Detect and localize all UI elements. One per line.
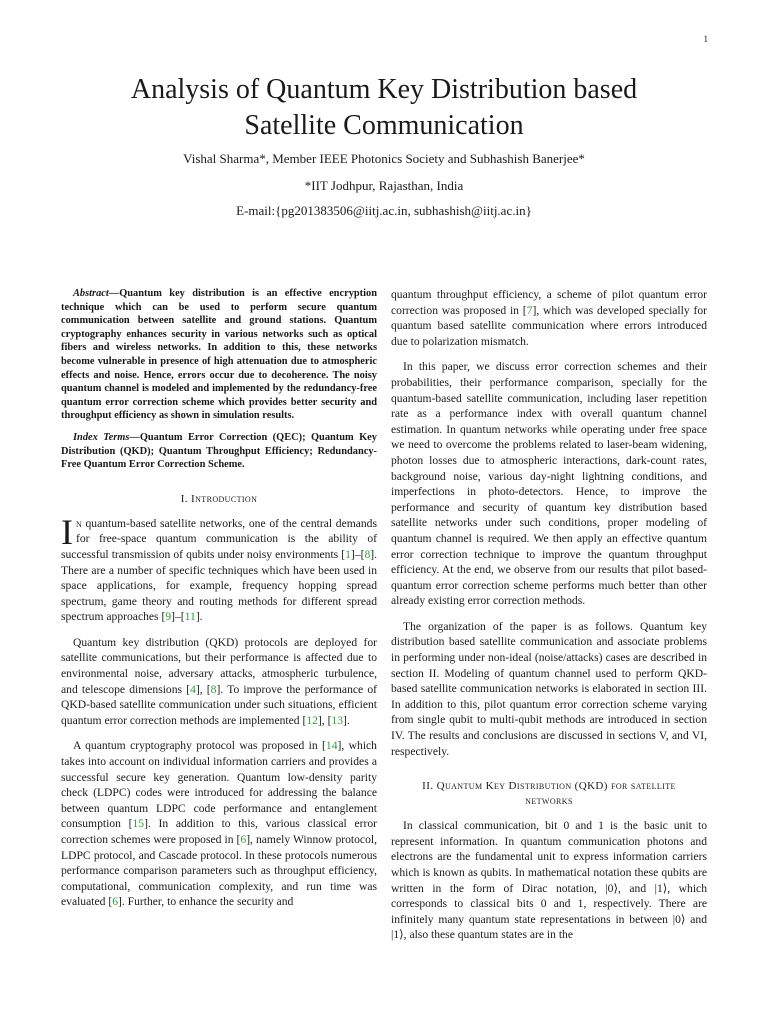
text-span: ]. There are a number of specific techniques which have been used in space applications, for example, frequency hopping spread spectrum, game theory and routing methods for different spread spectrum approaches [ xyxy=(61,547,377,624)
right-column xyxy=(391,287,707,953)
index-terms-lead: Index Terms xyxy=(73,431,130,443)
text-span: ]. Further, to enhance the security and xyxy=(117,895,294,909)
citation-link[interactable]: 9 xyxy=(165,610,172,624)
paper-title xyxy=(40,72,728,144)
citation-link[interactable]: 4 xyxy=(190,682,196,696)
text-span: quantum-based satellite networks, one of the central demands for free-space quantum communication is the ability of successful transmission of qubits under noisy environments [ xyxy=(61,516,377,561)
citation-link[interactable]: 8 xyxy=(364,547,371,561)
abstract xyxy=(61,287,377,423)
text-span: ]. In addition to this, various classical error correction schemes were proposed in [ xyxy=(61,817,377,846)
intro-paragraph-4: In this paper, we discuss error correction schemes and their probabilities, their performance comparison, specially for the quantum-based satellite communication, including laser repetition rate as a performance index with overall quantum channel estimation. In quantum networks while operating under free space we need to overcome the problems related to laser-beam widening, photon losses due to atmospheric interactions, dark-count rates, background noise, various day-night lightning conditions, and imperfections in photo-detectors. Hence, to improve the performance and security of quantum key distribution based satellite networks under such conditions, proper modeling of quantum channel is required. We then apply an effective quantum error correction technique to improve the quantum throughput efficiency. At the end, we observe from our results that pilot based-quantum error correction scheme performs much better than other already existing error correction methods. xyxy=(391,360,707,608)
section-heading-line-2: networks xyxy=(525,795,573,808)
qkd-paragraph-1: In classical communication, bit 0 and 1 is the basic unit to represent information. In quantum communication photons and electrons are the fundamental unit to express information carriers which is known as qubits. In mathematical notation these qubits are written in the form of Dirac notation, |0⟩, and |1⟩, which corresponds to classical bits 0 and 1, respectively. There are infinitely many quantum state representations in between |0⟩ and |1⟩, also these quantum states are in the xyxy=(391,819,707,942)
text-span: ], [ xyxy=(317,713,332,727)
citation-link[interactable]: 12 xyxy=(306,713,318,727)
index-terms-dash: — xyxy=(129,431,140,443)
intro-paragraph-5: The organization of the paper is as follows. Quantum key distribution based satellite communication and associate problems in performing under non-ideal (noise/attacks) cases are described in section II. Modeling of quantum channel used to perform QKD-based satellite communication networks is elaborated in section III. In addition to this, pilot quantum error correction scheme varying from single qubit to multi-qubit methods are introduced in section IV. The results and conclusions are discussed in sections V, and VI, respectively. xyxy=(391,619,707,758)
affiliation: *IIT Jodhpur, Rajasthan, India xyxy=(304,178,464,193)
page-number: 1 xyxy=(703,34,708,44)
contact-email: E-mail:{pg201383506@iitj.ac.in, subhashish@iitj.ac.in} xyxy=(236,203,532,218)
intro-paragraph-3-continued xyxy=(391,287,707,349)
text-span: ], [ xyxy=(195,682,211,696)
drop-cap: I xyxy=(61,511,73,552)
citation-link[interactable]: 11 xyxy=(184,610,196,624)
intro-paragraph-2 xyxy=(61,635,377,729)
citation-link[interactable]: 14 xyxy=(325,739,338,753)
text-span: Quantum key distribution (QKD) protocols are deployed for satellite communications, but their performance is affected due to environmental noise, adversary attacks, atmospheric turbulence, and telescope dimensions [ xyxy=(61,635,377,696)
text-span: ], which takes into account on individual information carriers and provides a successful secure key generation. Quantum low-density parity check (LDPC) codes were introduced for addressing the balance between quantum LDPC code performance and entanglement consumption [ xyxy=(61,739,377,831)
index-terms xyxy=(61,431,377,472)
abstract-lead: Abstract xyxy=(73,288,109,299)
index-terms-text: Quantum Error Correction (QEC); Quantum Key Distribution (QKD); Quantum Throughput Efficiency; Redundancy-Free Quantum Error Correction Scheme. xyxy=(61,431,377,471)
first-word-rest: n xyxy=(76,516,82,530)
left-column xyxy=(61,287,377,920)
author-list: Vishal Sharma*, Member IEEE Photonics Society and Subhashish Banerjee* xyxy=(183,151,585,166)
abstract-text: Quantum key distribution is an effective encryption technique which can be used to perform secure quantum communication between satellite and ground stations. Quantum cryptography enhances security in various networks such as optical fibers and wireless networks. In addition to this, these networks become vulnerable in presence of high attenuation due to atmospheric effects and noise. Hence, errors occur due to decoherence. The noisy quantum channel is modeled and implemented by the redundancy-free quantum error correction scheme which provides better security and throughput efficiency as shown in simulation results. xyxy=(61,288,377,422)
section-heading-line-1: II. Quantum Key Distribution (QKD) for satellite xyxy=(422,780,676,793)
text-span: quantum throughput efficiency, a scheme of pilot quantum error correction was proposed in [ xyxy=(391,288,707,317)
text-span: A quantum cryptography protocol was proposed in [ xyxy=(73,739,326,753)
title-line-2: Satellite Communication xyxy=(244,110,524,141)
citation-link[interactable]: 7 xyxy=(526,303,533,317)
text-span: ]. xyxy=(343,713,350,727)
text-span: ]–[ xyxy=(350,547,365,561)
text-span: ]. xyxy=(195,610,203,624)
intro-paragraph-3 xyxy=(61,738,377,910)
intro-paragraph-1 xyxy=(61,511,377,625)
citation-link[interactable]: 6 xyxy=(240,833,247,846)
text-span: ], namely Winnow protocol, LDPC protocol, and Cascade protocol. In these protocols numerous performance comparison parameters such as throughput efficiency, computational, communication complexity, and run time was evaluated [ xyxy=(61,833,377,909)
citation-link[interactable]: 6 xyxy=(112,895,118,909)
text-span: ]. To improve the performance of QKD-based satellite communication under such situations, efficient quantum error correction methods are implemented [ xyxy=(61,682,377,727)
citation-link[interactable]: 15 xyxy=(132,817,145,831)
text-span: ], which was developed specially for quantum based satellite communication where errors introduced due to polarization mismatch. xyxy=(391,303,708,348)
section-heading-introduction: I. Introduction xyxy=(180,492,258,505)
abstract-dash: — xyxy=(108,288,120,299)
text-span: ]–[ xyxy=(171,610,185,624)
citation-link[interactable]: 8 xyxy=(210,682,217,696)
title-line-1: Analysis of Quantum Key Distribution based xyxy=(130,74,638,105)
citation-link[interactable]: 13 xyxy=(331,713,344,727)
section-heading-qkd xyxy=(391,779,707,809)
citation-link[interactable]: 1 xyxy=(345,547,351,561)
